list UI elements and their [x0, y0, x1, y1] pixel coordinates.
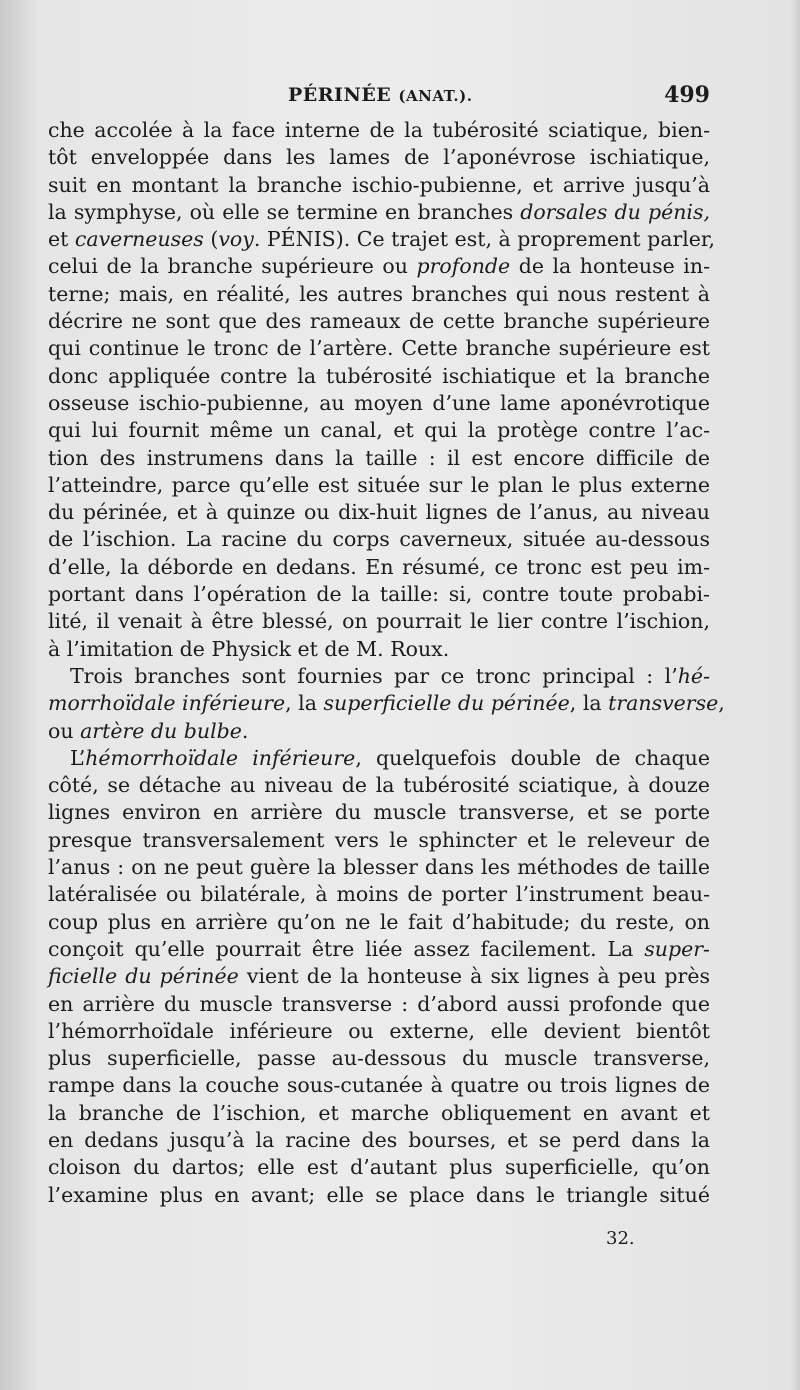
text-line	[48, 608, 710, 635]
text-segment: l’examine plus en avant; elle se place dans le triangle situé	[48, 1182, 710, 1207]
text-segment: lité, il venait à être blessé, on pourrait le lier contre l’ischion,	[48, 609, 710, 634]
text-segment: l’anus : on ne peut guère la blesser dans les méthodes de taille	[48, 855, 710, 880]
text-segment: (	[203, 227, 219, 252]
text-line	[48, 1182, 710, 1209]
text-segment: côté, se détache au niveau de la tubérosité sciatique, à douze	[48, 773, 710, 798]
text-line	[48, 117, 710, 144]
text-segment: che accolée à la face interne de la tubérosité sciatique, bien-	[48, 118, 710, 142]
text-line	[48, 854, 710, 881]
text-line	[48, 390, 710, 417]
text-segment: portant dans l’opération de la taille: si, contre toute probabi-	[48, 582, 710, 607]
text-line	[48, 963, 710, 990]
text-line	[48, 472, 710, 499]
text-segment: terne; mais, en réalité, les autres branches qui nous restent à	[48, 281, 710, 306]
text-segment: , la	[285, 691, 324, 716]
italic-segment: morrhoïdale inférieure	[48, 691, 286, 716]
text-segment: conçoit qu’elle pourrait être liée assez facilement. La	[48, 936, 645, 961]
text-line	[48, 308, 710, 335]
text-line	[48, 445, 710, 472]
text-line	[48, 881, 710, 908]
text-line	[48, 1072, 710, 1099]
text-segment: de la honteuse in-	[510, 254, 710, 279]
text-segment: tion des instrumens dans la taille : il est encore difficile de	[48, 445, 710, 470]
body-text	[48, 117, 725, 1209]
text-line	[48, 909, 710, 936]
text-line	[48, 936, 710, 963]
text-segment: la symphyse, où elle se termine en branches	[48, 199, 521, 224]
text-segment: suit en montant la branche ischio-pubienne, et arrive jusqu’à	[48, 172, 710, 197]
italic-segment: artère du bulbe	[80, 718, 242, 743]
text-segment: l’hémorrhoïdale inférieure ou externe, elle devient bientôt	[48, 1018, 710, 1043]
text-line	[48, 1045, 710, 1072]
text-segment: d’elle, la déborde en dedans. En résumé, ce tronc est peu im-	[48, 554, 710, 579]
text-segment: osseuse ischio-pubienne, au moyen d’une lame aponévrotique	[48, 390, 710, 415]
text-line	[48, 799, 710, 826]
italic-segment: profonde	[416, 254, 511, 279]
text-segment: rampe dans la couche sous-cutanée à quatre ou trois lignes de	[48, 1073, 710, 1098]
text-line	[48, 172, 710, 199]
running-title-main: PÉRINÉE	[288, 84, 392, 106]
text-line	[48, 718, 710, 745]
text-segment: L’	[70, 745, 86, 770]
text-segment: à l’imitation de Physick et de M. Roux.	[48, 636, 450, 661]
text-segment: . PÉNIS). Ce trajet est, à proprement parler,	[253, 227, 715, 252]
text-segment: , la	[569, 691, 609, 716]
text-segment: décrire ne sont que des rameaux de cette branche supérieure	[48, 309, 710, 334]
text-segment: donc appliquée contre la tubérosité ischiatique et la branche	[48, 363, 710, 388]
text-segment: en dedans jusqu’à la racine des bourses, et se perd dans la	[48, 1127, 710, 1152]
text-line	[48, 417, 710, 444]
text-segment: presque transversalement vers le sphincter et le releveur de	[48, 827, 710, 852]
text-line	[48, 745, 710, 772]
text-segment: .	[241, 718, 249, 743]
text-line	[48, 663, 710, 690]
text-line	[48, 636, 710, 663]
text-segment: vient de la honteuse à six lignes à peu près	[238, 964, 710, 989]
italic-segment: transverse	[608, 691, 719, 716]
text-segment: plus superficielle, passe au-dessous du muscle transverse,	[48, 1046, 710, 1071]
text-line	[48, 1018, 710, 1045]
text-line	[48, 335, 710, 362]
text-line	[48, 144, 710, 171]
text-segment: , quelquefois double de chaque	[355, 745, 711, 770]
text-segment: tôt enveloppée dans les lames de l’aponévrose ischiatique,	[48, 145, 710, 170]
text-segment: en arrière du muscle transverse : d’abord aussi profonde que	[48, 991, 710, 1016]
running-title	[288, 84, 472, 106]
text-line	[48, 226, 715, 253]
text-line	[48, 581, 710, 608]
text-segment: du périnée, et à quinze ou dix-huit lignes de l’anus, au niveau	[48, 500, 710, 525]
text-line	[48, 690, 725, 717]
italic-segment: super-	[644, 936, 710, 961]
running-header	[48, 84, 710, 112]
text-line	[48, 827, 710, 854]
text-segment: l’atteindre, parce qu’elle est située sur le plan le plus externe	[48, 472, 710, 497]
italic-segment: voy	[218, 227, 254, 252]
text-line	[48, 772, 710, 799]
text-line	[48, 991, 710, 1018]
italic-segment: hémorrhoïdale inférieure	[85, 745, 356, 770]
page-number: 499	[664, 82, 710, 108]
text-segment: qui lui fournit même un canal, et qui la protège contre l’ac-	[48, 418, 710, 443]
text-segment: de l’ischion. La racine du corps caverneux, située au-dessous	[48, 527, 710, 552]
text-segment: ou	[48, 718, 81, 743]
italic-segment: superficielle du périnée	[323, 691, 570, 716]
text-line	[48, 199, 710, 226]
signature-mark: 32.	[606, 1228, 635, 1249]
text-segment: celui de la branche supérieure ou	[48, 254, 417, 279]
italic-segment: dorsales du pénis,	[520, 199, 710, 224]
text-segment: cloison du dartos; elle est d’autant plus superficielle, qu’on	[48, 1155, 710, 1180]
text-line	[48, 1127, 710, 1154]
italic-segment: caverneuses	[74, 227, 204, 252]
text-line	[48, 526, 710, 553]
text-segment: latéralisée ou bilatérale, à moins de porter l’instrument beau-	[48, 882, 710, 907]
italic-segment: ficielle du périnée	[48, 964, 239, 989]
text-line	[48, 363, 710, 390]
text-segment: qui continue le tronc de l’artère. Cette branche supérieure est	[48, 336, 710, 361]
text-segment: lignes environ en arrière du muscle transverse, et se porte	[48, 800, 710, 825]
text-segment: Trois branches sont fournies par ce tronc principal : l’	[70, 663, 678, 688]
text-segment: coup plus en arrière qu’on ne le fait d’habitude; du reste, on	[48, 909, 710, 934]
text-line	[48, 499, 710, 526]
italic-segment: hé-	[677, 663, 710, 688]
running-title-paren: (ANAT.).	[398, 87, 473, 105]
text-line	[48, 281, 710, 308]
text-segment: ,	[718, 691, 725, 716]
text-line	[48, 1154, 710, 1181]
text-line	[48, 253, 710, 280]
text-line	[48, 554, 710, 581]
text-segment: et	[48, 227, 75, 252]
text-segment: la branche de l’ischion, et marche obliquement en avant et	[48, 1100, 710, 1125]
text-line	[48, 1100, 710, 1127]
